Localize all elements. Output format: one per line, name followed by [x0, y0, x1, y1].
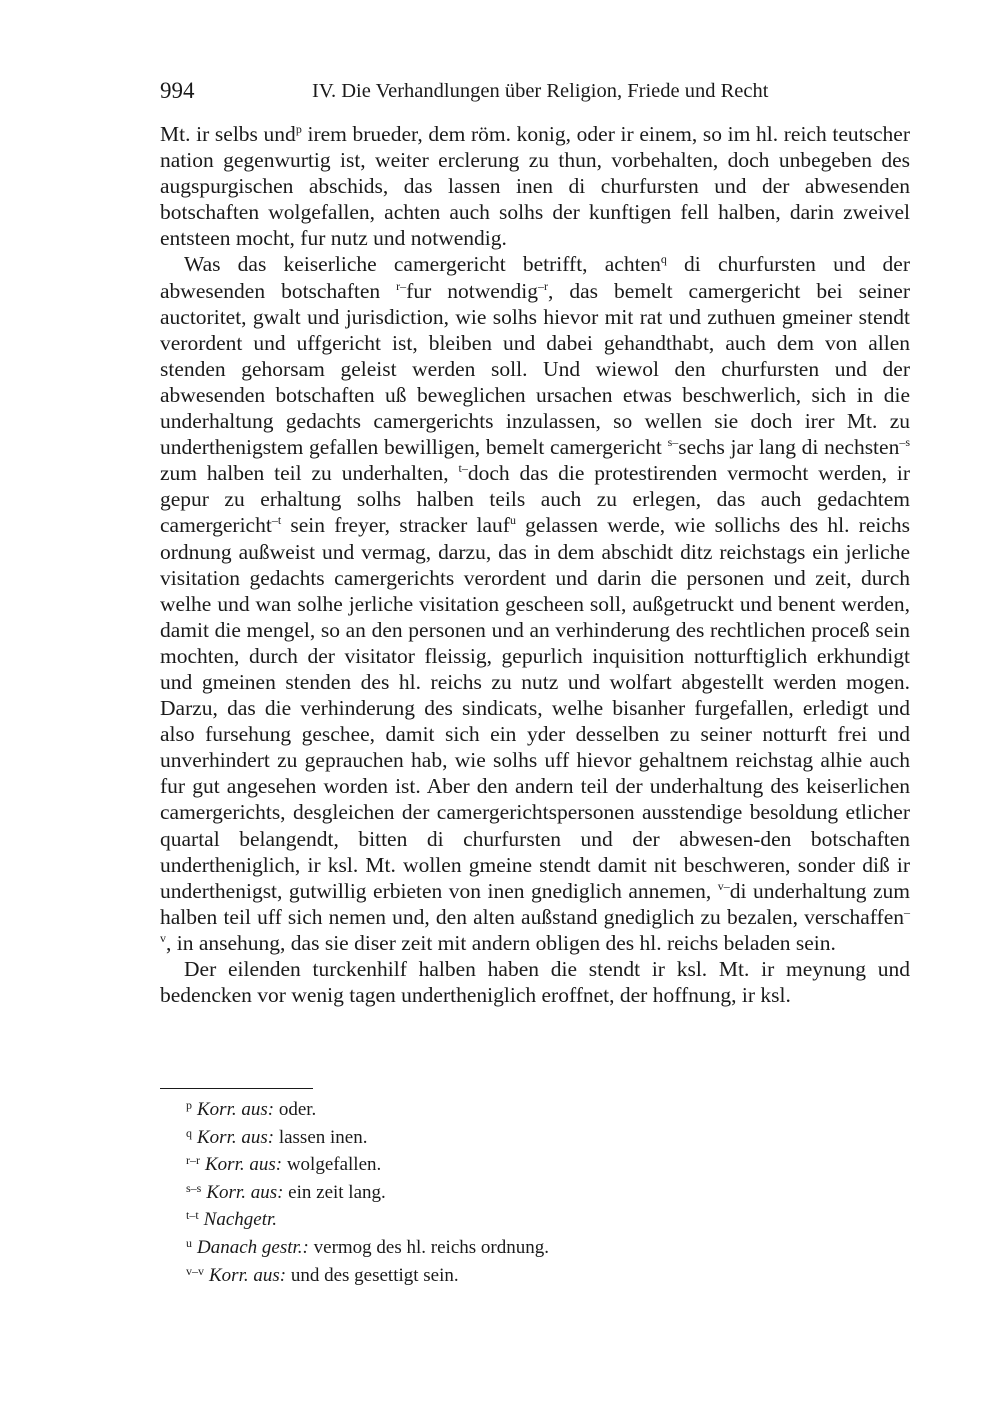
- footnote-label: Korr. aus:: [205, 1154, 283, 1176]
- footnote: [186, 1204, 549, 1232]
- footnote-marker-r-end: –r: [538, 278, 549, 293]
- footnote: [186, 1094, 549, 1122]
- footnote-mark: p: [186, 1098, 192, 1112]
- text-segment: di underhaltung zum halben teil uff sich nemen und, den alten außstand gnediglich zu bezalen, verschaffen: [160, 878, 910, 929]
- footnote-marker-v-end: –v: [160, 904, 910, 945]
- footnote-mark: u: [186, 1235, 192, 1250]
- footnote-mark: t–t: [186, 1208, 199, 1223]
- footnote-text: oder.: [274, 1099, 317, 1120]
- footnote-text: wolgefallen.: [282, 1154, 382, 1176]
- footnote-mark: r–r: [186, 1153, 200, 1168]
- page-number: 994: [160, 78, 195, 103]
- footnote: [186, 1122, 549, 1150]
- footnote-text: vermog des hl. reichs ordnung.: [308, 1236, 549, 1258]
- footnote-mark: v–v: [186, 1263, 204, 1278]
- footnote-label: Korr. aus:: [209, 1264, 287, 1286]
- footnote-marker-u: u: [509, 513, 516, 528]
- footnote-marker-v-start: v–: [717, 878, 730, 893]
- text-segment: sein freyer, stracker lauf: [281, 513, 510, 538]
- footnote: [186, 1232, 549, 1260]
- text-segment: doch das die protestirenden vermocht werden, ir gepur zu erhaltung solhs halben teils auch zu erlegen, das auch gedachtem camergericht: [160, 461, 910, 538]
- footnote-text: ein zeit lang.: [283, 1181, 386, 1203]
- text-segment: Mt. ir selbs und: [160, 122, 296, 146]
- paragraph-2: [160, 251, 910, 956]
- paragraph-3: Der eilenden turckenhilf halben haben die stendt ir ksl. Mt. ir meynung und bedencken vor wenig tagen undertheniglich eroffnet, der hoffnung, ir ksl.: [160, 957, 910, 1008]
- footnote-mark: q: [186, 1125, 192, 1140]
- text-segment: zum halben teil zu underhalten,: [160, 461, 459, 486]
- footnote-marker-s-end: –s: [899, 435, 910, 450]
- footnote-label: Korr. aus:: [197, 1099, 275, 1120]
- footnote-marker-q: q: [660, 252, 667, 267]
- body-text: [160, 121, 910, 1008]
- text-segment: sechs jar lang di nechsten: [678, 435, 900, 460]
- text-segment: , das bemelt camergericht bei seiner auctoritet, gwalt und jurisdiction, wie solhs hievor mit rat und zuthuen gmeiner stendt verordent und uffgericht ist, bleiben und dabei gehandthabt, auch dem von allen stenden gehorsam geleist werden soll. Und wiewol den churfursten und der abwesenden botschaften uß beweglichen ursachen etwas beschwerlich, sich in die underhaltung gedachts camergerichts inzulassen, so wellen sie doch irer Mt. zu underthenigstem gefallen bewilligen, bemelt camergericht: [160, 278, 910, 460]
- text-segment: Was das keiserliche camergericht betrifft, achten: [184, 252, 661, 277]
- paragraph-1: [160, 121, 910, 251]
- footnote-text: lassen inen.: [274, 1126, 368, 1148]
- footnote-marker-p: p: [295, 122, 302, 136]
- footnotes: [186, 1094, 549, 1287]
- text-segment: , in ansehung, das sie diser zeit mit andern obligen des hl. reichs beladen sein.: [166, 930, 836, 955]
- footnote-text: und des gesettigt sein.: [286, 1264, 459, 1286]
- footnote-marker-t-start: t–: [458, 461, 468, 476]
- footnote: [186, 1177, 549, 1205]
- text-segment: gelassen werde, wie sollichs des hl. reichs ordnung außweist und vermag, darzu, das in dem abschidt ditz reichstags ein jerliche visitation gedachts camergerichts verordent und darin die personen und zeit, durch welhe und wan solhe jerliche visitation gescheen soll, außgetruckt und benent werden, damit die mengel, so an den personen und an verhinderung des rechtlichen proceß sein mochten, durch der visitator fleissig, gepurlich inquisition notturftiglich erkhundigt und gmeinen stenden des hl. reichs zu nutz und wolfart abgestellt werden mogen. Darzu, das die verhinderung des sindicats, welhe bisanher furgefallen, erledigt und also fursehung geschee, damit sich ein yder desselben zu seiner notturft frei und unverhindert zu geprauchen hab, wie solhs uff hievor gehaltnem reichstag alhie auch fur gut angesehen worden ist. Aber den andern teil der underhaltung des keiserlichen camergerichts, desgleichen der camergerichtspersonen ausstendige besoldung etlicher quartal belangendt, bitten di churfursten und der abwesen-den botschaften undertheniglich, ir ksl. Mt. wollen gmeine stendt damit nit beschweren, sonder diß ir underthenigst, gutwillig erbieten von inen gnediglich annemen,: [160, 513, 910, 903]
- running-title: IV. Die Verhandlungen über Religion, Friede und Recht: [312, 80, 769, 102]
- footnote-mark: s–s: [186, 1180, 202, 1195]
- text-segment: irem brueder, dem röm. konig, oder ir einem, so im hl. reich teutscher nation gegenwurtig ist, weiter erclerung zu thun, vorbehalten, doch unbegeben des augspurgischen abschids, das lassen inen di churfursten und der abwesenden botschaften wolgefallen, achten auch solhs der kunftigen fell halben, darin zweivel entsteen mocht, fur nutz und notwendig.: [160, 122, 910, 251]
- footnote-label: Korr. aus:: [197, 1126, 275, 1148]
- footnote-label: Danach gestr.:: [197, 1236, 309, 1258]
- text-segment: di churfursten und der abwesenden botschaften: [160, 252, 910, 303]
- footnote-marker-s-start: s–: [667, 435, 679, 450]
- footnote-separator: [160, 1088, 313, 1089]
- footnote-label: Nachgetr.: [203, 1209, 278, 1231]
- footnote: [186, 1149, 549, 1177]
- footnote-marker-r-start: r–: [396, 278, 407, 293]
- text-segment: fur notwendig: [406, 278, 539, 303]
- footnote-label: Korr. aus:: [206, 1181, 284, 1203]
- footnote: [186, 1260, 549, 1288]
- footnote-marker-t-end: –t: [271, 513, 282, 528]
